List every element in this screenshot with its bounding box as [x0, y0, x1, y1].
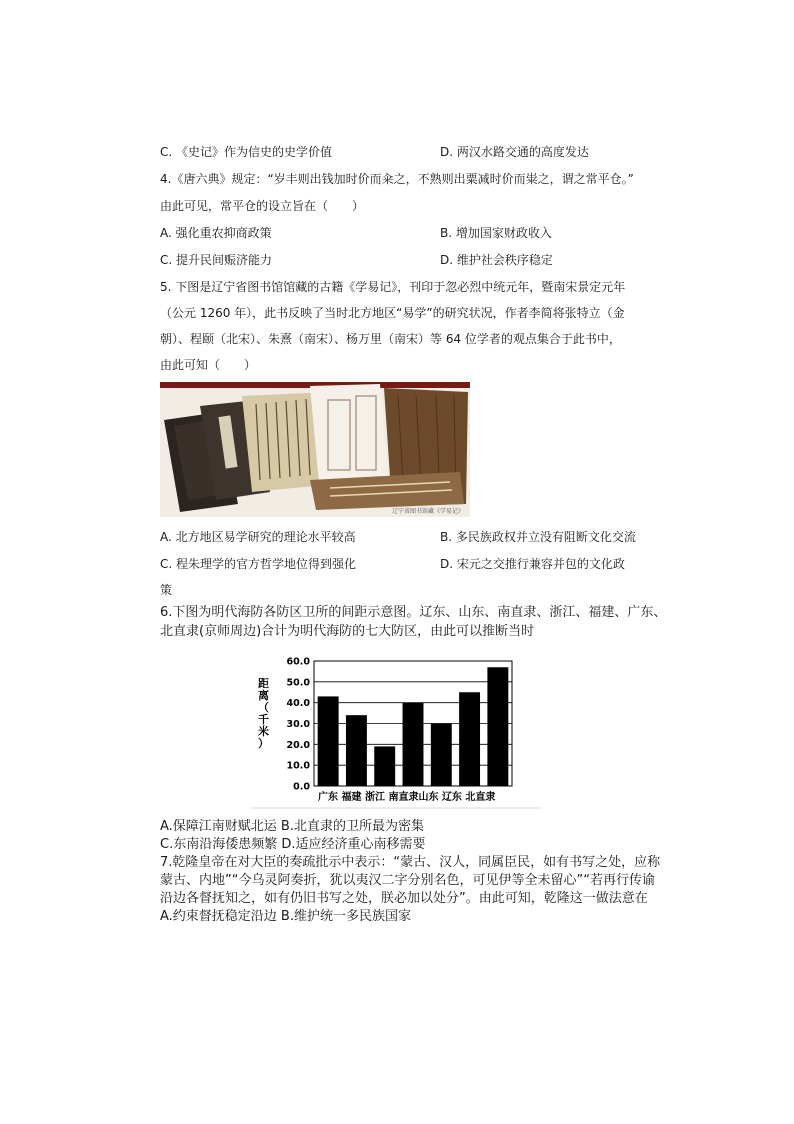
q5-stem-line3: 朝）、程颐（北宋）、朱熹（南宋）、杨万里（南宋）等 64 位学者的观点集合于此书中， [160, 332, 621, 346]
y-tick-label: 20.0 [286, 739, 310, 751]
y-axis-label: 距离（千米） [258, 677, 269, 750]
q4-stem-line2: 由此可见，常平仓的设立旨在（ ） [160, 199, 365, 213]
q4-option-b: B. 增加国家财政收入 [440, 226, 552, 240]
q7-stem-line2: 蒙古、内地”“今乌灵阿奏折，犹以夷汉二字分别名色，可见伊等全未留心”“若再行传谕 [160, 873, 655, 888]
q5-option-b: B. 多民族政权并立没有阻断文化交流 [440, 530, 636, 544]
q6-stem-line2: 北直隶(京师周边)合计为明代海防的七大防区，由此可以推断当时 [160, 624, 535, 639]
q6-stem-line1: 6.下图为明代海防各防区卫所的间距示意图。辽东、山东、南直隶、浙江、福建、广东、 [160, 605, 667, 620]
q6-options-cd: C.东南沿海倭患频繁 D.适应经济重心南移需要 [160, 837, 426, 852]
q7-stem-line1: 7.乾隆皇帝在对大臣的奏疏批示中表示：“蒙古、汉人，同属臣民，如有书写之处，应称 [160, 855, 661, 870]
q5-option-d-continued: 策 [160, 583, 173, 597]
q7-options-ab: A.约束督抚稳定沿边 B.维护统一多民族国家 [160, 909, 411, 924]
q5-stem-line4: 由此可知（ ） [160, 358, 257, 372]
bar-浙江 [374, 746, 395, 786]
q5-option-a: A. 北方地区易学研究的理论水平较高 [160, 530, 356, 544]
x-axis-category-labels: 广东 福建 浙江 南直隶山东 辽东 北直隶 [318, 792, 496, 803]
bar-南直隶 [403, 703, 424, 786]
y-tick-label: 30.0 [286, 719, 310, 730]
q5-stem-line2: （公元 1260 年），此书反映了当时北方地区“易学”的研究状况，作者李简将张特立（金 [160, 306, 625, 320]
bar-chart [250, 655, 542, 810]
q6-options-ab: A.保障江南财赋北运 B.北直隶的卫所最为密集 [160, 819, 424, 834]
bar-chart-svg [250, 655, 542, 810]
q7-stem-line3: 沿边各督抚知之，如有仍旧书写之处，朕必加以处分”。由此可知，乾隆这一做法意在 [160, 891, 648, 906]
y-tick-label: 60.0 [286, 656, 310, 668]
q4-option-a: A. 强化重农抑商政策 [160, 226, 272, 240]
ancient-books-photo [160, 382, 470, 517]
q5-option-d: D. 宋元之交推行兼容并包的文化政 [440, 557, 625, 571]
bar-福建 [346, 715, 367, 786]
q4-stem-line1: 4.《唐六典》规定：“岁丰则出钱加时价而籴之，不熟则出粟减时价而粜之，谓之常平仓。” [160, 172, 634, 186]
bar-广东 [318, 696, 339, 786]
q3-option-c: C. 《史记》作为信史的史学价值 [160, 145, 333, 159]
y-tick-label: 0.0 [293, 781, 310, 793]
y-tick-label: 10.0 [286, 760, 310, 772]
q5-stem-line1: 5. 下图是辽宁省图书馆馆藏的古籍《学易记》，刊印于忽必烈中统元年，暨南宋景定元年 [160, 280, 626, 294]
q4-option-d: D. 维护社会秩序稳定 [440, 253, 553, 267]
bar-北直隶 [487, 667, 508, 786]
y-tick-label: 50.0 [286, 677, 310, 689]
photo-caption: 辽宁省图书馆藏《学易记》 [392, 508, 465, 515]
y-tick-label: 40.0 [286, 698, 310, 710]
bar-山东 [431, 724, 452, 787]
q5-option-c: C. 程朱理学的官方哲学地位得到强化 [160, 557, 357, 571]
ancient-books-illustration [160, 382, 470, 517]
q4-option-c: C. 提升民间赈济能力 [160, 253, 273, 267]
q3-option-d: D. 两汉水路交通的高度发达 [440, 145, 589, 159]
bar-辽东 [459, 692, 480, 786]
